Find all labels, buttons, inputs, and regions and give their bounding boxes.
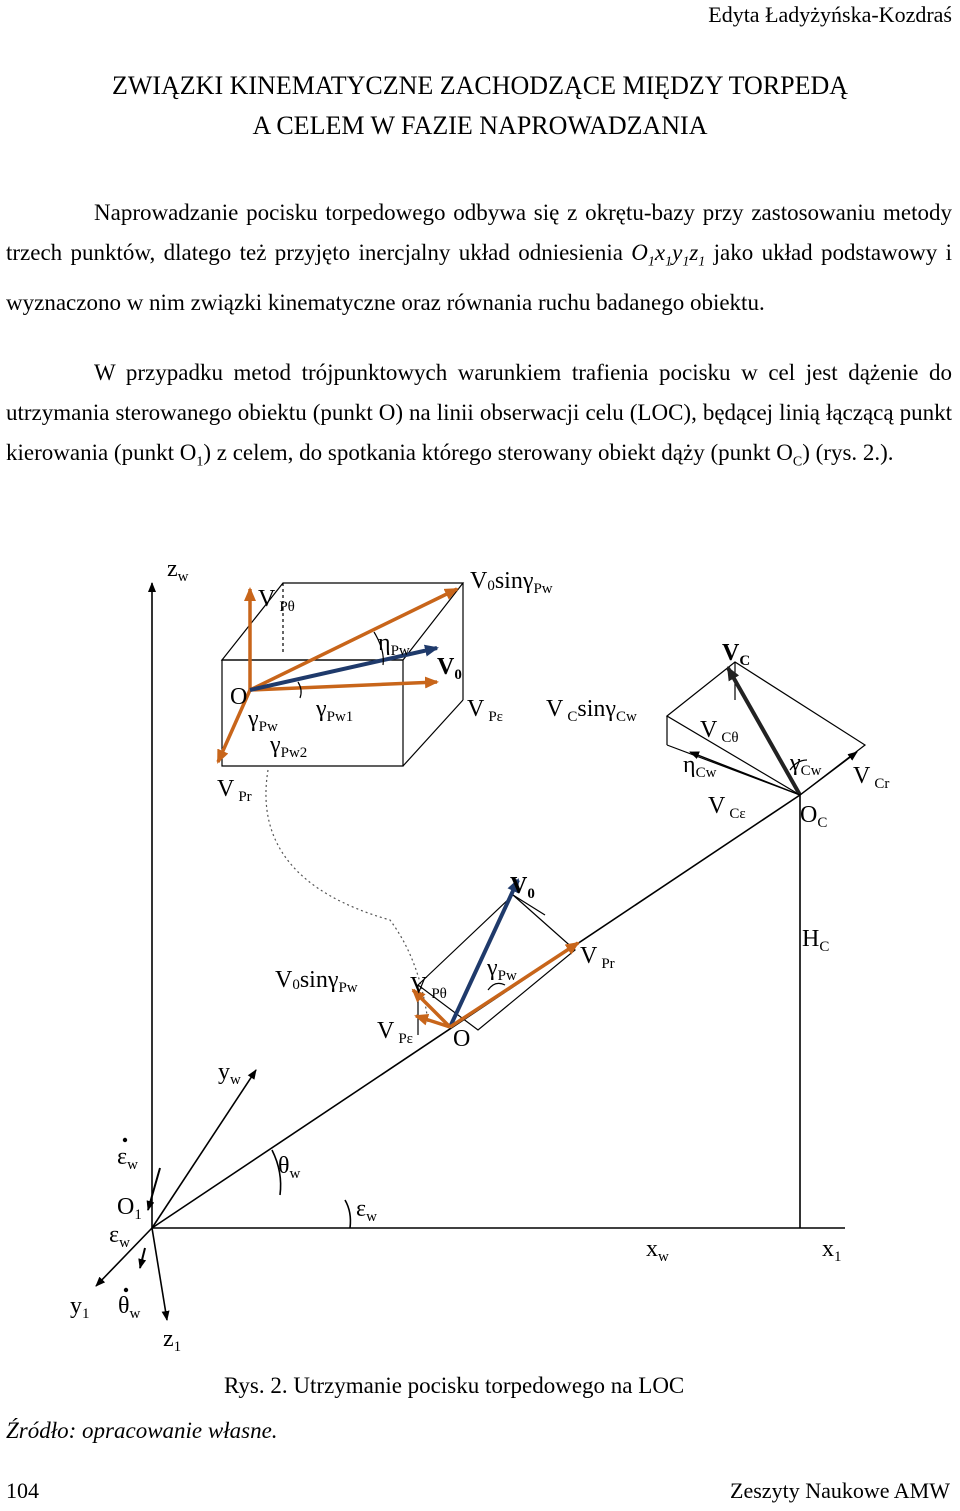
label-OC: $O_C$ (800, 802, 828, 831)
label-thetadot: $\theta_w$ (118, 1293, 141, 1322)
paragraph-2-text-b: ) z celem, do spotkania którego sterowany obiekt dąży (punkt O (203, 440, 793, 465)
label-VCr: V $_{Cr}$ (853, 763, 890, 792)
label-gammaPw-top: $\gamma_{Pw}$ (248, 706, 278, 735)
figure-source: Źródło: opracowanie własne. (6, 1418, 278, 1443)
arc-epsw (345, 1200, 350, 1228)
label-VCsin: V $_C$sinγ$_{Cw}$ (546, 696, 637, 725)
angular-arrows (140, 1168, 160, 1268)
label-x1: $x_1$ (822, 1236, 842, 1265)
figure-kinematic-diagram (0, 540, 960, 1370)
label-thetaw: $\theta_w$ (278, 1153, 301, 1182)
label-xw: $x_w$ (646, 1236, 669, 1265)
label-VPr-top: V $_{Pr}$ (217, 776, 252, 805)
paragraph-2-sub-c: C (792, 454, 803, 470)
label-gammaPw1: $\gamma_{Pw1}$ (316, 696, 354, 725)
paragraph-2 (6, 353, 952, 483)
label-O-top: O (230, 684, 248, 710)
middle-vectors (413, 880, 578, 1027)
label-O1: $O_1$ (117, 1194, 142, 1223)
label-V0sin-mid: V0sinγ$_{Pw}$ (275, 967, 358, 996)
label-V0sin-top: V0sinγ$_{Pw}$ (470, 568, 553, 597)
figure-caption: Rys. 2. Utrzymanie pocisku torpedowego na LOC (224, 1373, 685, 1398)
label-y1: $y_1$ (70, 1293, 90, 1322)
label-HC: $H_C$ (802, 926, 830, 955)
paragraph-1-text-b: jako układ podstawowy i wyznaczono w nim związki kinematyczne oraz równania ruchu badanego obiektu. (6, 240, 952, 315)
journal-name: Zeszyty Naukowe AMW (730, 1478, 950, 1503)
label-VPtheta-top: V $_{P\theta}$ (258, 586, 295, 615)
running-header-author: Edyta Ładyżyńska-Kozdraś (708, 2, 952, 27)
label-yw: $y_w$ (218, 1059, 241, 1088)
paragraph-1 (6, 193, 952, 323)
frame-symbol: $O_1x_1y_1z_1$ (631, 240, 706, 270)
title-line-1: ZWIĄZKI KINEMATYCZNE ZACHODZĄCE MIĘDZY TORPEDĄ (111, 71, 849, 100)
label-VPtheta-mid: V $_{P\theta}$ (410, 973, 447, 1002)
label-V0-top: $V_0$ (437, 654, 462, 683)
label-V0-mid: $V_0$ (510, 873, 535, 902)
label-z1: $z_1$ (163, 1326, 182, 1355)
label-VPeps-top: V $_{P\varepsilon}$ (467, 696, 503, 725)
page-number: 104 (6, 1478, 39, 1503)
label-VC: $V_C$ (722, 640, 751, 669)
label-gammaPw2: $\gamma_{Pw2}$ (270, 732, 308, 761)
paragraph-2-sub-1: 1 (196, 454, 204, 470)
label-VPeps-mid: V $_{P\varepsilon}$ (377, 1018, 413, 1047)
label-etaCw: $\eta_{Cw}$ (683, 752, 717, 781)
axes (96, 583, 845, 1320)
axis-yw (152, 1070, 256, 1228)
paragraph-2-text-c: ) (rys. 2.). (802, 440, 894, 465)
paragraph-1-text-a: Naprowadzanie pocisku torpedowego odbywa się z okrętu-bazy przy zastosowaniu metody trzech punktów, dlatego też przyjęto inercjalny układ odniesienia (6, 200, 952, 265)
label-VCeps: V $_{C\varepsilon}$ (708, 793, 746, 822)
top-vectors (218, 589, 457, 762)
label-epsdot: $\varepsilon_w$ (117, 1144, 138, 1173)
label-O-mid: O (453, 1026, 471, 1052)
label-VPr-mid: V $_{Pr}$ (580, 943, 615, 972)
label-epsw-left: $\varepsilon_w$ (109, 1222, 130, 1251)
figure-labels (70, 556, 889, 1355)
paragraph-2-text-a: W przypadku metod trójpunktowych warunkiem trafienia pocisku w cel jest dążenie do utrzymania sterowanego obiektu (punkt O) na linii obserwacji celu (LOC), będącej linią łączącą punkt kierowania (punkt O (6, 360, 952, 465)
arc-gammaPw1 (298, 682, 301, 698)
label-etaPw: $\eta_{Pw}$ (378, 630, 410, 659)
label-VCtheta: V $_{C\theta}$ (700, 717, 739, 746)
axis-z1 (152, 1228, 167, 1320)
label-gammaPw-mid: $\gamma_{Pw}$ (487, 955, 517, 984)
label-epsw-mid: $\varepsilon_w$ (356, 1196, 377, 1225)
title-line-2: A CELEM W FAZIE NAPROWADZANIA (252, 111, 708, 140)
label-zw: $z_w$ (167, 556, 189, 585)
article-title (0, 66, 960, 146)
label-gammaCw: $\gamma_{Cw}$ (790, 750, 822, 779)
